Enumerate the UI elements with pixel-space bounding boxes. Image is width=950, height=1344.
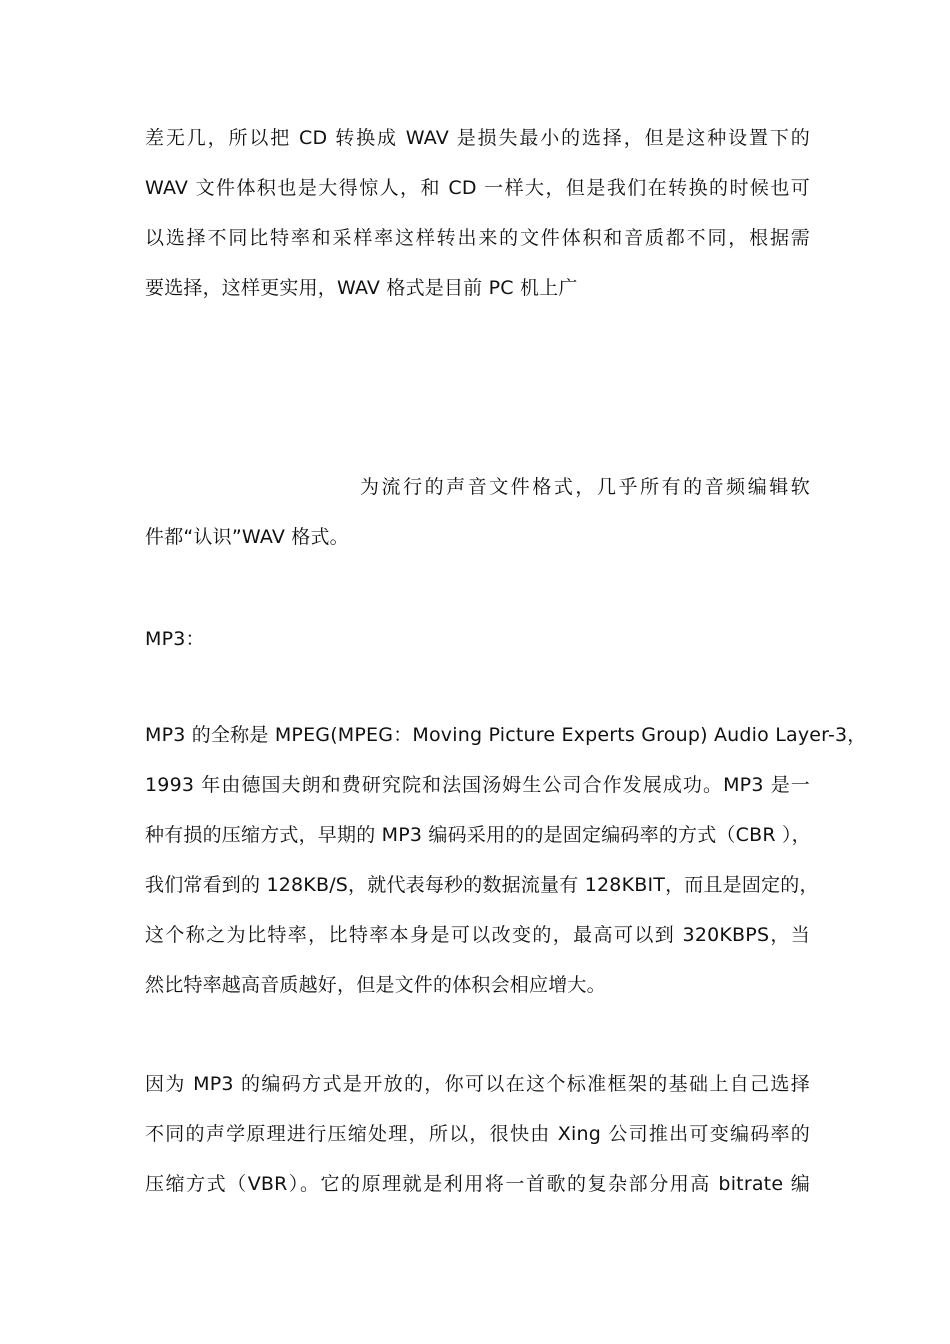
- paragraph-line: 种有损的压缩方式，早期的 MP3 编码采用的的是固定编码率的方式（CBR ），: [145, 824, 811, 846]
- paragraph-line: 因为 MP3 的编码方式是开放的，你可以在这个标准框架的基础上自己选择: [145, 1073, 810, 1095]
- paragraph-line: 件都“认识”WAV 格式。: [145, 526, 349, 548]
- paragraph-line: 为流行的声音文件格式，几乎所有的音频编辑软: [360, 476, 810, 498]
- paragraph-line: 要选择，这样更实用，WAV 格式是目前 PC 机上广: [145, 277, 578, 299]
- paragraph-line: 我们常看到的 128KB/S，就代表每秒的数据流量有 128KBIT，而且是固定的，: [145, 874, 819, 896]
- paragraph-line: 不同的声学原理进行压缩处理，所以，很快由 Xing 公司推出可变编码率的: [145, 1123, 810, 1145]
- paragraph-line: MP3 的全称是 MPEG(MPEG：Moving Picture Experts Group) Audio Layer-3，: [145, 724, 867, 746]
- paragraph-line: 差无几，所以把 CD 转换成 WAV 是损失最小的选择，但是这种设置下的: [145, 127, 810, 149]
- paragraph-line: 1993 年由德国夫朗和费研究院和法国汤姆生公司合作发展成功。MP3 是一: [145, 774, 810, 796]
- paragraph-line: 然比特率越高音质越好，但是文件的体积会相应增大。: [145, 974, 606, 996]
- paragraph-line: 以选择不同比特率和采样率这样转出来的文件体积和音质都不同，根据需: [145, 227, 810, 249]
- paragraph-line: WAV 文件体积也是大得惊人，和 CD 一样大，但是我们在转换的时候也可: [145, 177, 810, 199]
- section-heading: MP3：: [145, 628, 205, 650]
- paragraph-line: 这个称之为比特率，比特率本身是可以改变的，最高可以到 320KBPS，当: [145, 924, 810, 946]
- paragraph-line: 压缩方式（VBR）。它的原理就是利用将一首歌的复杂部分用高 bitrate 编: [145, 1173, 810, 1195]
